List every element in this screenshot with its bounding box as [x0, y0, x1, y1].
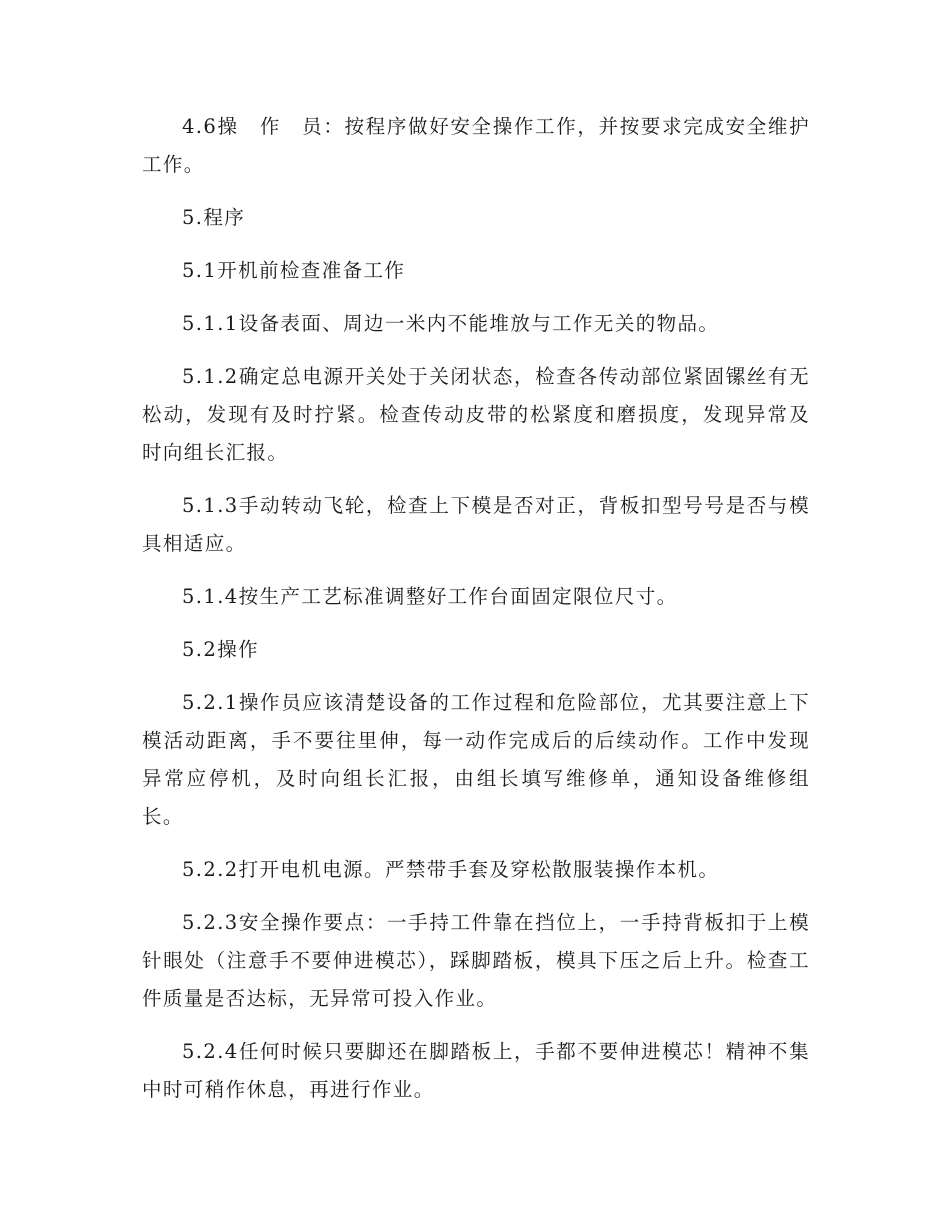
paragraph-5-2-1: 5.2.1操作员应该清楚设备的工作过程和危险部位，尤其要注意上下模活动距离，手不要往里伸，每一动作完成后的后续动作。工作中发现异常应停机，及时向组长汇报，由组长填写维修单，通知设备维修组长。 — [142, 691, 810, 828]
paragraph-5-1-4: 5.1.4按生产工艺标准调整好工作台面固定限位尺寸。 — [182, 585, 678, 608]
paragraph-5-2-3: 5.2.3安全操作要点：一手持工件靠在挡位上，一手持背板扣于上模针眼处（注意手不要伸进模芯），踩脚踏板，模具下压之后上升。检查工件质量是否达标，无异常可投入作业。 — [142, 911, 810, 1010]
document-body — [142, 108, 810, 1124]
paragraph-5-1-1: 5.1.1设备表面、周边一米内不能堆放与工作无关的物品。 — [182, 312, 720, 335]
heading-5-2: 5.2操作 — [182, 638, 260, 661]
heading-5-1: 5.1开机前检查准备工作 — [182, 259, 406, 282]
paragraph-5-1-3: 5.1.3手动转动飞轮，检查上下模是否对正，背板扣型号号是否与模具相适应。 — [142, 494, 810, 555]
heading-5: 5.程序 — [182, 206, 246, 229]
paragraph-5-1-2: 5.1.2确定总电源开关处于关闭状态，检查各传动部位紧固镙丝有无松动，发现有及时拧紧。检查传动皮带的松紧度和磨损度，发现异常及时向组长汇报。 — [142, 365, 810, 464]
paragraph-5-2-4: 5.2.4任何时候只要脚还在脚踏板上，手都不要伸进模芯！精神不集中时可稍作休息，再进行作业。 — [142, 1040, 810, 1101]
paragraph-5-2-2: 5.2.2打开电机电源。严禁带手套及穿松散服装操作本机。 — [182, 858, 720, 881]
paragraph-4-6: 4.6操 作 员：按程序做好安全操作工作，并按要求完成安全维护工作。 — [142, 115, 810, 176]
